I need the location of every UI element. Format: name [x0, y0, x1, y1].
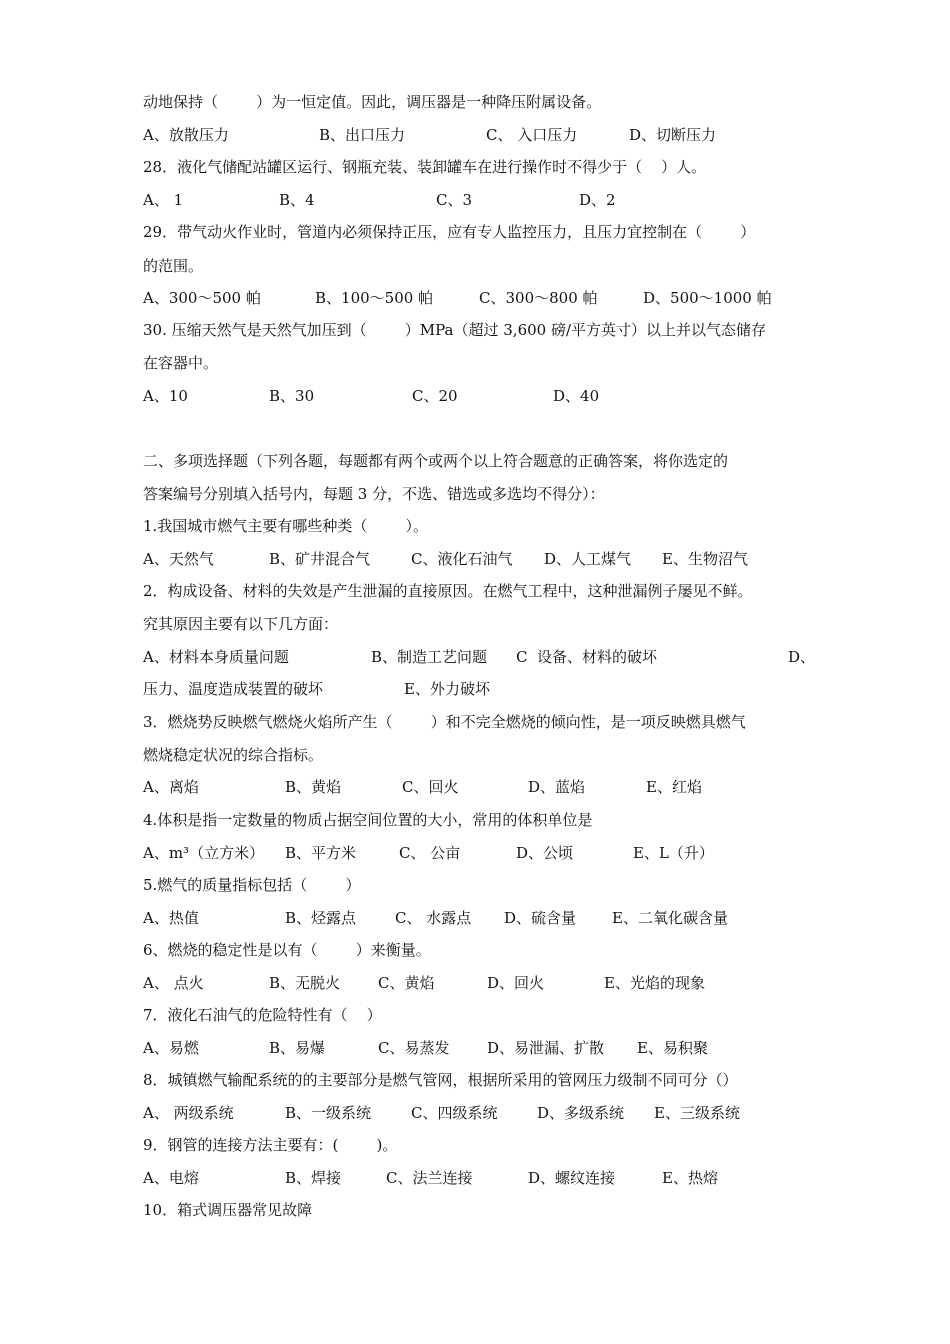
option-b: B、无脱火 [269, 974, 341, 992]
option-e: E、外力破坏 [404, 680, 490, 698]
option-e: E、热熔 [662, 1169, 718, 1187]
option-d: D、易泄漏、扩散 [487, 1039, 605, 1057]
option-a: A、易燃 [143, 1039, 199, 1057]
option-c: C、 公亩 [399, 844, 461, 862]
option-c: C 设备、材料的破坏 [516, 648, 658, 666]
m1-text: 1.我国城市燃气主要有哪些种类（ ）。 [143, 517, 428, 535]
option-d: D、多级系统 [537, 1104, 625, 1122]
option-a: A、300～500 帕 [143, 289, 261, 307]
option-d: D、 [788, 648, 816, 666]
option-c: C、黄焰 [378, 974, 435, 992]
q29-options [143, 288, 823, 308]
option-b: B、100～500 帕 [315, 289, 434, 307]
option-e: E、L（升） [633, 844, 714, 862]
m4-options [143, 843, 823, 863]
m3-options [143, 777, 823, 797]
option-e: E、生物沼气 [662, 550, 748, 568]
option-b: B、30 [269, 387, 315, 405]
option-d: D、人工煤气 [544, 550, 632, 568]
section-heading-line2: 答案编号分别填入括号内，每题 3 分，不选、错选或多选均不得分）： [143, 485, 605, 503]
option-a: A、离焰 [143, 778, 199, 796]
option-b: B、烃露点 [285, 909, 357, 927]
option-c: C、20 [412, 387, 458, 405]
option-b: B、焊接 [285, 1169, 342, 1187]
m2-options [143, 647, 823, 667]
m3-text-line1: 3．燃烧势反映燃气燃烧火焰所产生（ ）和不完全燃烧的倾向性，是一项反映燃具燃气 [143, 713, 746, 731]
option-c: C、四级系统 [411, 1104, 498, 1122]
option-a: A、放散压力 [143, 126, 229, 144]
q29-text-line1: 29．带气动火作业时，管道内必须保持正压，应有专人监控压力，且压力宜控制在（ ） [143, 223, 756, 241]
section-heading-line1: 二、多项选择题（下列各题，每题都有两个或两个以上符合题意的正确答案，将你选定的 [143, 452, 729, 470]
q30-text-line2: 在容器中。 [143, 354, 219, 372]
option-e: E、二氧化碳含量 [612, 909, 728, 927]
option-a: A、材料本身质量问题 [143, 648, 289, 666]
option-b: B、平方米 [285, 844, 357, 862]
option-e: E、易积聚 [637, 1039, 708, 1057]
option-a: A、 点火 [143, 974, 204, 992]
m6-text: 6、燃烧的稳定性是以有（ ）来衡量。 [143, 941, 431, 959]
m2-text-line2: 究其原因主要有以下几方面： [143, 615, 339, 633]
option-c: C、回火 [402, 778, 459, 796]
option-b: B、矿井混合气 [269, 550, 371, 568]
option-a: A、 1 [143, 191, 184, 209]
m10-text: 10．箱式调压器常见故障 [143, 1201, 313, 1219]
m2-options-continued [404, 679, 604, 699]
q28-text: 28．液化气储配站罐区运行、钢瓶充装、装卸罐车在进行操作时不得少于（ ）人。 [143, 158, 707, 176]
m9-options [143, 1168, 823, 1188]
option-e: E、光焰的现象 [604, 974, 705, 992]
m7-text: 7．液化石油气的危险特性有（ ） [143, 1006, 382, 1024]
q29-text-line2: 的范围。 [143, 257, 204, 275]
option-d: D、蓝焰 [528, 778, 586, 796]
option-c: C、液化石油气 [411, 550, 513, 568]
m8-text: 8．城镇燃气输配系统的的主要部分是燃气管网，根据所采用的管网压力级制不同可分（） [143, 1071, 738, 1089]
option-e: E、三级系统 [654, 1104, 740, 1122]
option-d: D、2 [579, 191, 616, 209]
m5-options [143, 908, 823, 928]
option-b: B、易爆 [269, 1039, 326, 1057]
m8-options [143, 1103, 823, 1123]
option-c: C、 水露点 [395, 909, 472, 927]
m3-text-line2: 燃烧稳定状况的综合指标。 [143, 746, 324, 764]
option-d: D、回火 [487, 974, 545, 992]
q27-text-tail: 动地保持（ ）为一恒定值。因此，调压器是一种降压附属设备。 [143, 93, 602, 111]
m1-options [143, 549, 823, 569]
option-a: A、m³（立方米） [143, 844, 265, 862]
option-b: B、出口压力 [319, 126, 406, 144]
option-e: E、红焰 [646, 778, 702, 796]
m6-options [143, 973, 823, 993]
option-b: B、4 [279, 191, 315, 209]
option-b: B、制造工艺问题 [371, 648, 488, 666]
option-a: A、10 [143, 387, 188, 405]
option-a: A、电熔 [143, 1169, 199, 1187]
q30-options [143, 386, 823, 406]
m2-text-line1: 2．构成设备、材料的失效是产生泄漏的直接原因。在燃气工程中，这种泄漏例子屡见不鲜。 [143, 582, 753, 600]
m2-option-d-continued: 压力、温度造成装置的破坏 [143, 680, 324, 698]
option-a: A、 两级系统 [143, 1104, 234, 1122]
option-c: C、 入口压力 [486, 126, 578, 144]
m5-text: 5.燃气的质量指标包括（ ） [143, 876, 361, 894]
q28-options [143, 190, 823, 210]
option-b: B、黄焰 [285, 778, 342, 796]
q30-text-line1: 30. 压缩天然气是天然气加压到（ ）MPa（超过 3,600 磅/平方英寸）以上并以气态储存 [143, 321, 767, 339]
option-d: D、公顷 [516, 844, 574, 862]
q27-options [143, 125, 823, 145]
option-d: D、切断压力 [629, 126, 717, 144]
m7-options [143, 1038, 823, 1058]
option-b: B、一级系统 [285, 1104, 372, 1122]
option-d: D、硫含量 [504, 909, 577, 927]
option-d: D、螺纹连接 [528, 1169, 616, 1187]
option-d: D、40 [553, 387, 600, 405]
option-c: C、300～800 帕 [479, 289, 598, 307]
m9-text: 9．钢管的连接方法主要有：( )。 [143, 1136, 398, 1154]
m4-text: 4.体积是指一定数量的物质占据空间位置的大小，常用的体积单位是 [143, 811, 593, 829]
option-c: C、3 [436, 191, 473, 209]
option-a: A、天然气 [143, 550, 214, 568]
option-d: D、500～1000 帕 [643, 289, 772, 307]
option-c: C、易蒸发 [378, 1039, 450, 1057]
option-c: C、法兰连接 [386, 1169, 473, 1187]
option-a: A、热值 [143, 909, 199, 927]
